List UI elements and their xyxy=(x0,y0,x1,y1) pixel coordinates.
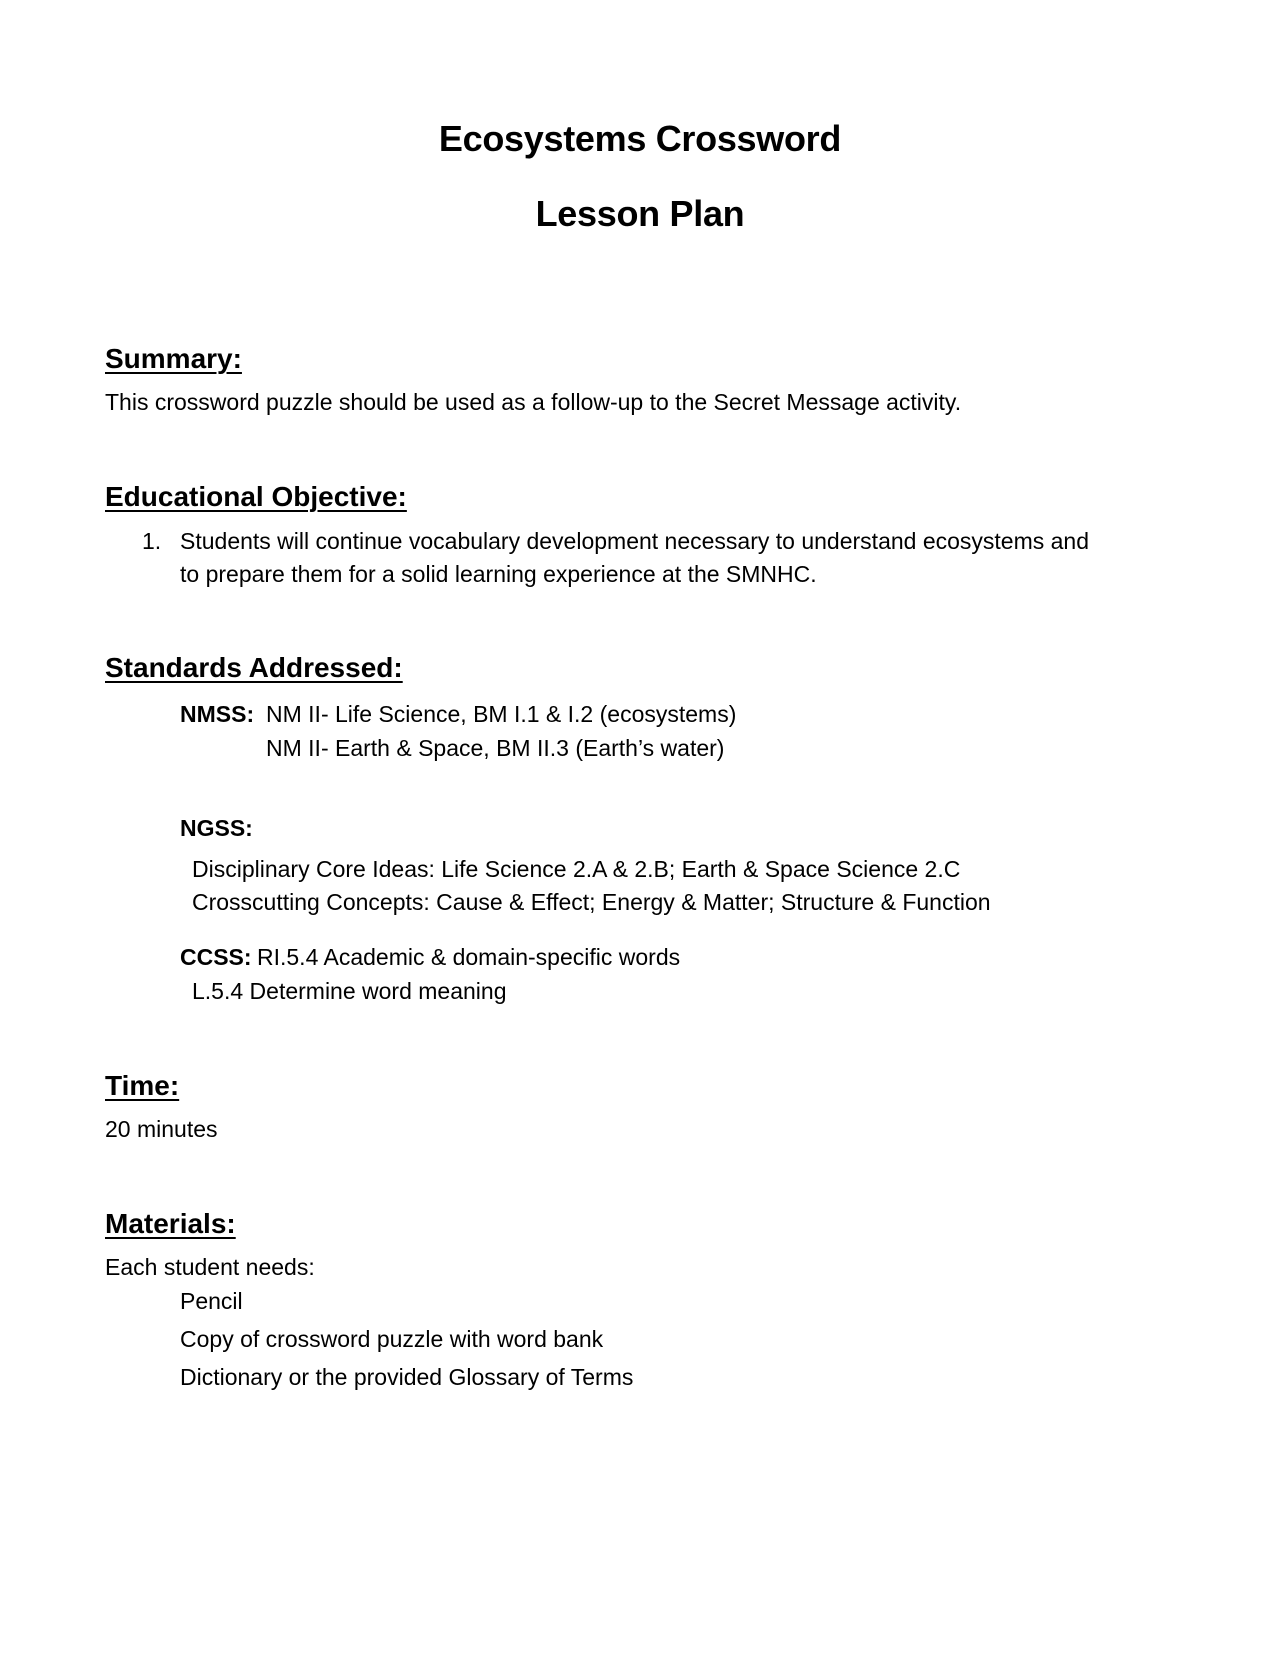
materials-heading: Materials: xyxy=(105,1208,236,1239)
ngss-label: NGSS: xyxy=(180,815,253,841)
time-text: 20 minutes xyxy=(105,1116,218,1142)
materials-intro: Each student needs: xyxy=(105,1254,315,1280)
document-subtitle: Lesson Plan xyxy=(535,193,745,234)
ccss-line2: L.5.4 Determine word meaning xyxy=(192,978,507,1004)
ccss-label: CCSS: xyxy=(180,944,252,970)
ngss-line2: Crosscutting Concepts: Cause & Effect; Energy & Matter; Structure & Function xyxy=(192,889,991,915)
standards-heading: Standards Addressed: xyxy=(105,652,403,683)
time-heading: Time: xyxy=(105,1070,180,1101)
objective-item-line2: to prepare them for a solid learning experience at the SMNHC. xyxy=(180,561,817,587)
summary-heading: Summary: xyxy=(105,343,242,374)
materials-item: Copy of crossword puzzle with word bank xyxy=(180,1326,604,1352)
ccss-line1: RI.5.4 Academic & domain-specific words xyxy=(257,944,681,970)
summary-text: This crossword puzzle should be used as a follow-up to the Secret Message activity. xyxy=(105,389,962,415)
document-title: Ecosystems Crossword xyxy=(438,118,842,159)
materials-item: Dictionary or the provided Glossary of Terms xyxy=(180,1364,634,1390)
nmss-line1: NM II- Life Science, BM I.1 & I.2 (ecosystems) xyxy=(266,701,737,727)
objective-item-line1: Students will continue vocabulary development necessary to understand ecosystems and xyxy=(180,528,1090,554)
ngss-line1: Disciplinary Core Ideas: Life Science 2.A & 2.B; Earth & Space Science 2.C xyxy=(192,856,961,882)
materials-item: Pencil xyxy=(180,1288,243,1314)
objective-heading: Educational Objective: xyxy=(105,481,407,512)
objective-item-number: 1. xyxy=(142,528,162,554)
nmss-label: NMSS: xyxy=(180,701,255,727)
nmss-line2: NM II- Earth & Space, BM II.3 (Earth’s water) xyxy=(266,735,725,761)
